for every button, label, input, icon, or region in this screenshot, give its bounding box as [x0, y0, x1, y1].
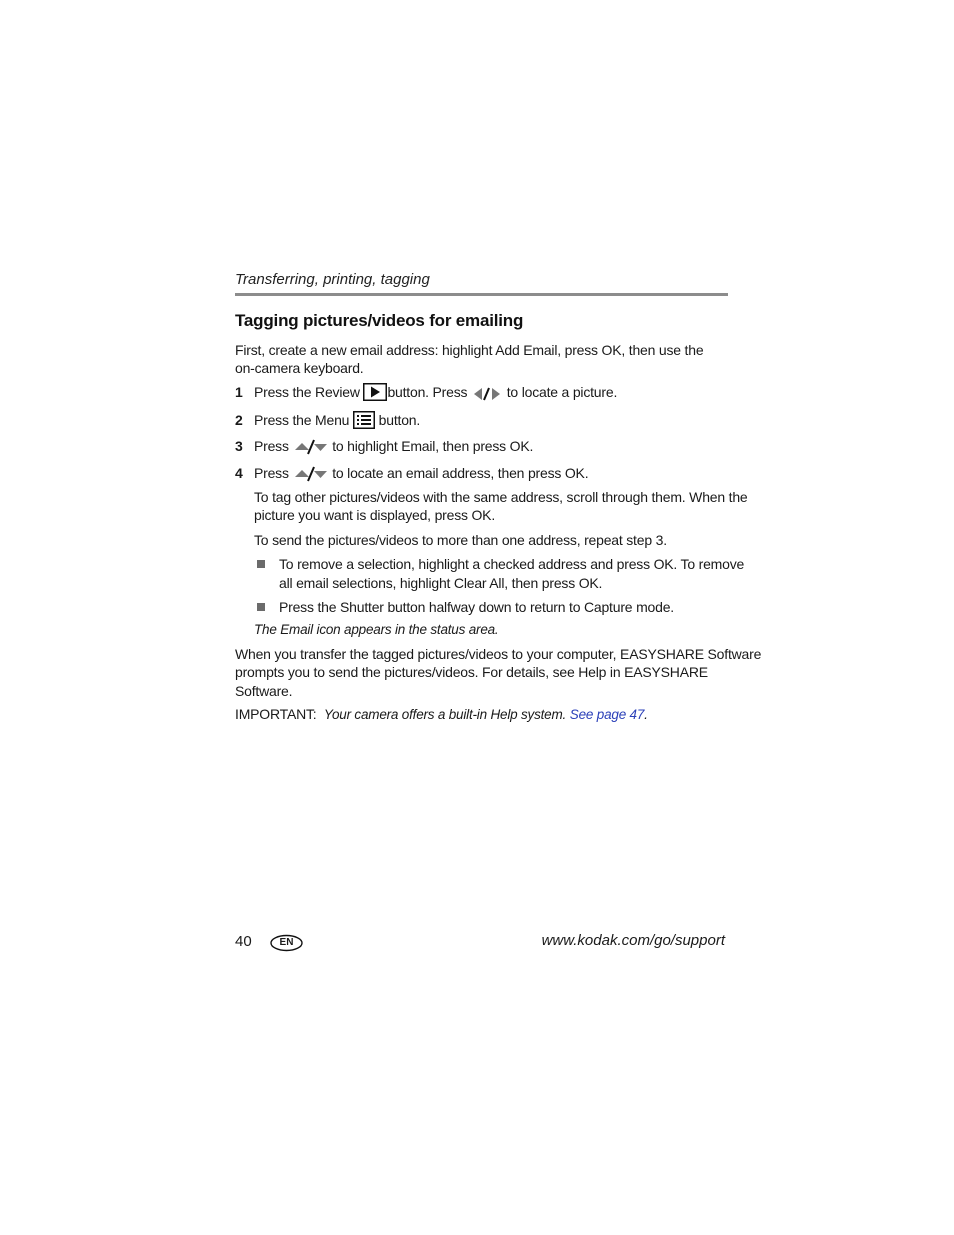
header-rule	[235, 293, 728, 296]
detail-line: picture you want is displayed, press OK.	[254, 507, 496, 523]
important-label: IMPORTANT:	[235, 706, 317, 722]
step-number: 4	[235, 465, 243, 481]
step-2-text-b: button.	[378, 412, 421, 428]
step-1-text-b: button. Press	[387, 384, 468, 400]
paragraph-line: Software.	[235, 683, 293, 699]
page-number: 40	[235, 933, 252, 950]
paragraph-line: When you transfer the tagged pictures/videos to your computer, EASYSHARE Software	[235, 646, 762, 662]
step-1-text-c: to locate a picture.	[506, 384, 618, 400]
paragraph-line: prompts you to send the pictures/videos. For details, see Help in EASYSHARE	[235, 664, 708, 680]
step-3-text-a: Press	[254, 438, 289, 454]
step-number: 3	[235, 438, 243, 454]
intro-line-2: on-camera keyboard.	[235, 360, 364, 376]
bullet-line: To remove a selection, highlight a checked address and press OK. To remove	[279, 556, 745, 572]
step-3-text-b: to highlight Email, then press OK.	[332, 438, 534, 454]
step-number: 1	[235, 384, 243, 400]
language-badge	[270, 934, 303, 957]
intro-line-1: First, create a new email address: highlight Add Email, press OK, then use the	[235, 342, 704, 358]
step-number: 2	[235, 412, 243, 428]
up-down-arrows-icon	[294, 437, 328, 459]
left-right-arrows-icon	[473, 385, 501, 405]
step-1-text	[254, 383, 617, 405]
step-2-text-a: Press the Menu	[254, 412, 350, 428]
bullet-line: Press the Shutter button halfway down to return to Capture mode.	[279, 599, 674, 615]
important-note	[235, 705, 648, 724]
detail-line: To tag other pictures/videos with the same address, scroll through them. When the	[254, 489, 748, 505]
bullet-line: all email selections, highlight Clear All, then press OK.	[279, 575, 603, 591]
menu-list-icon	[353, 411, 375, 433]
step-4-text	[254, 464, 588, 486]
step-4-text-a: Press	[254, 465, 289, 481]
see-page-link[interactable]: See page 47	[569, 707, 645, 722]
detail-line: To send the pictures/videos to more than one address, repeat step 3.	[254, 532, 667, 548]
step-1-text-a: Press the Review	[254, 384, 360, 400]
step-4-text-b: to locate an email address, then press OK.	[332, 465, 589, 481]
language-badge-label: EN	[279, 937, 294, 948]
review-play-icon	[363, 383, 387, 405]
important-text: Your camera offers a built-in Help system.	[323, 707, 567, 722]
running-header: Transferring, printing, tagging	[235, 271, 430, 288]
step-3-text	[254, 437, 533, 459]
status-note: The Email icon appears in the status area.	[254, 622, 499, 637]
square-bullet-icon	[257, 560, 265, 568]
important-end: .	[644, 706, 648, 722]
support-url[interactable]: www.kodak.com/go/support	[541, 932, 725, 949]
square-bullet-icon	[257, 603, 265, 611]
step-2-text	[254, 411, 420, 433]
up-down-arrows-icon	[294, 464, 328, 486]
page-title: Tagging pictures/videos for emailing	[235, 311, 524, 330]
